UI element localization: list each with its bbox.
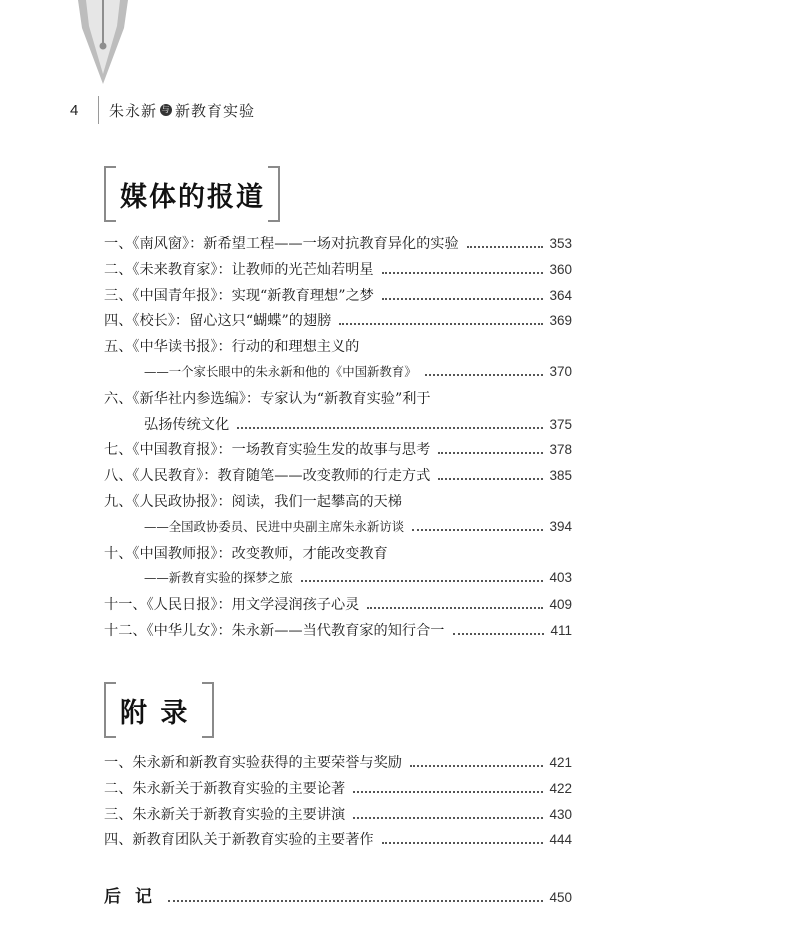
leader-dots xyxy=(168,900,543,902)
book-title-part1: 朱永新 xyxy=(109,101,158,120)
toc-entry-continuation[interactable]: ——全国政协委员、民进中央副主席朱永新访谈 394 xyxy=(144,518,572,534)
toc-entry[interactable]: 三、《中国青年报》：实现“新教育理想”之梦 364 xyxy=(104,287,572,304)
header-divider xyxy=(98,96,99,124)
bracket-left xyxy=(104,682,116,738)
book-title xyxy=(109,100,255,121)
toc-entry[interactable]: 四、《校长》：留心这只“蝴蝶”的翅膀 369 xyxy=(104,313,572,330)
toc-media xyxy=(104,233,572,646)
postscript-page: 450 xyxy=(549,890,572,905)
toc-entry-continuation[interactable]: 弘扬传统文化 375 xyxy=(144,416,572,433)
section-heading-appendix xyxy=(104,682,214,738)
bracket-right xyxy=(202,682,214,738)
toc-entry[interactable]: 四、新教育团队关于新教育实验的主要著作 444 xyxy=(104,832,572,849)
postscript-title: 后记 xyxy=(104,887,166,907)
section-title-media: 媒体的报道 xyxy=(120,181,265,213)
toc-entry[interactable]: 九、《人民政协报》：阅读，我们一起攀高的天梯 xyxy=(104,493,402,510)
section-heading-media xyxy=(104,166,280,222)
toc-entry[interactable]: 十一、《人民日报》：用文学浸润孩子心灵 409 xyxy=(104,597,572,614)
toc-entry[interactable]: 一、朱永新和新教育实验获得的主要荣誉与奖励 421 xyxy=(104,755,572,771)
toc-entry[interactable]: 十二、《中华儿女》：朱永新——当代教育家的知行合一 411 xyxy=(104,622,572,639)
toc-entry[interactable]: 十、《中国教师报》：改变教师，才能改变教育 xyxy=(104,545,388,562)
bracket-right xyxy=(268,166,280,222)
toc-entry-continuation[interactable]: ——新教育实验的探梦之旅 403 xyxy=(144,570,572,586)
toc-entry[interactable]: 八、《人民教育》：教育随笔——改变教师的行走方式 385 xyxy=(104,468,572,485)
toc-appendix xyxy=(104,752,572,855)
bracket-left xyxy=(104,166,116,222)
toc-entry-continuation[interactable]: ——一个家长眼中的朱永新和他的《中国新教育》 370 xyxy=(144,363,572,379)
section-title-appendix: 附 录 xyxy=(120,697,190,729)
toc-entry[interactable]: 一、《南风窗》：新希望工程——一场对抗教育异化的实验 353 xyxy=(104,236,572,252)
page-number: 4 xyxy=(70,101,79,119)
book-title-part2: 新教育实验 xyxy=(175,101,256,120)
toc-entry[interactable]: 二、《未来教育家》：让教师的光芒灿若明星 360 xyxy=(104,261,572,278)
running-header xyxy=(70,96,255,124)
toc-entry[interactable]: 七、《中国教育报》：一场教育实验生发的故事与思考 378 xyxy=(104,442,572,459)
toc-entry-postscript[interactable] xyxy=(104,882,572,907)
pen-nib-icon xyxy=(78,0,128,84)
toc-entry[interactable]: 五、《中华读书报》：行动的和理想主义的 xyxy=(104,339,360,356)
book-title-mark: 与 xyxy=(161,105,171,114)
toc-entry[interactable]: 二、朱永新关于新教育实验的主要论著 422 xyxy=(104,780,572,797)
toc-entry[interactable]: 三、朱永新关于新教育实验的主要讲演 430 xyxy=(104,806,572,823)
toc-entry[interactable]: 六、《新华社内参选编》：专家认为“新教育实验”利于 xyxy=(104,390,431,407)
